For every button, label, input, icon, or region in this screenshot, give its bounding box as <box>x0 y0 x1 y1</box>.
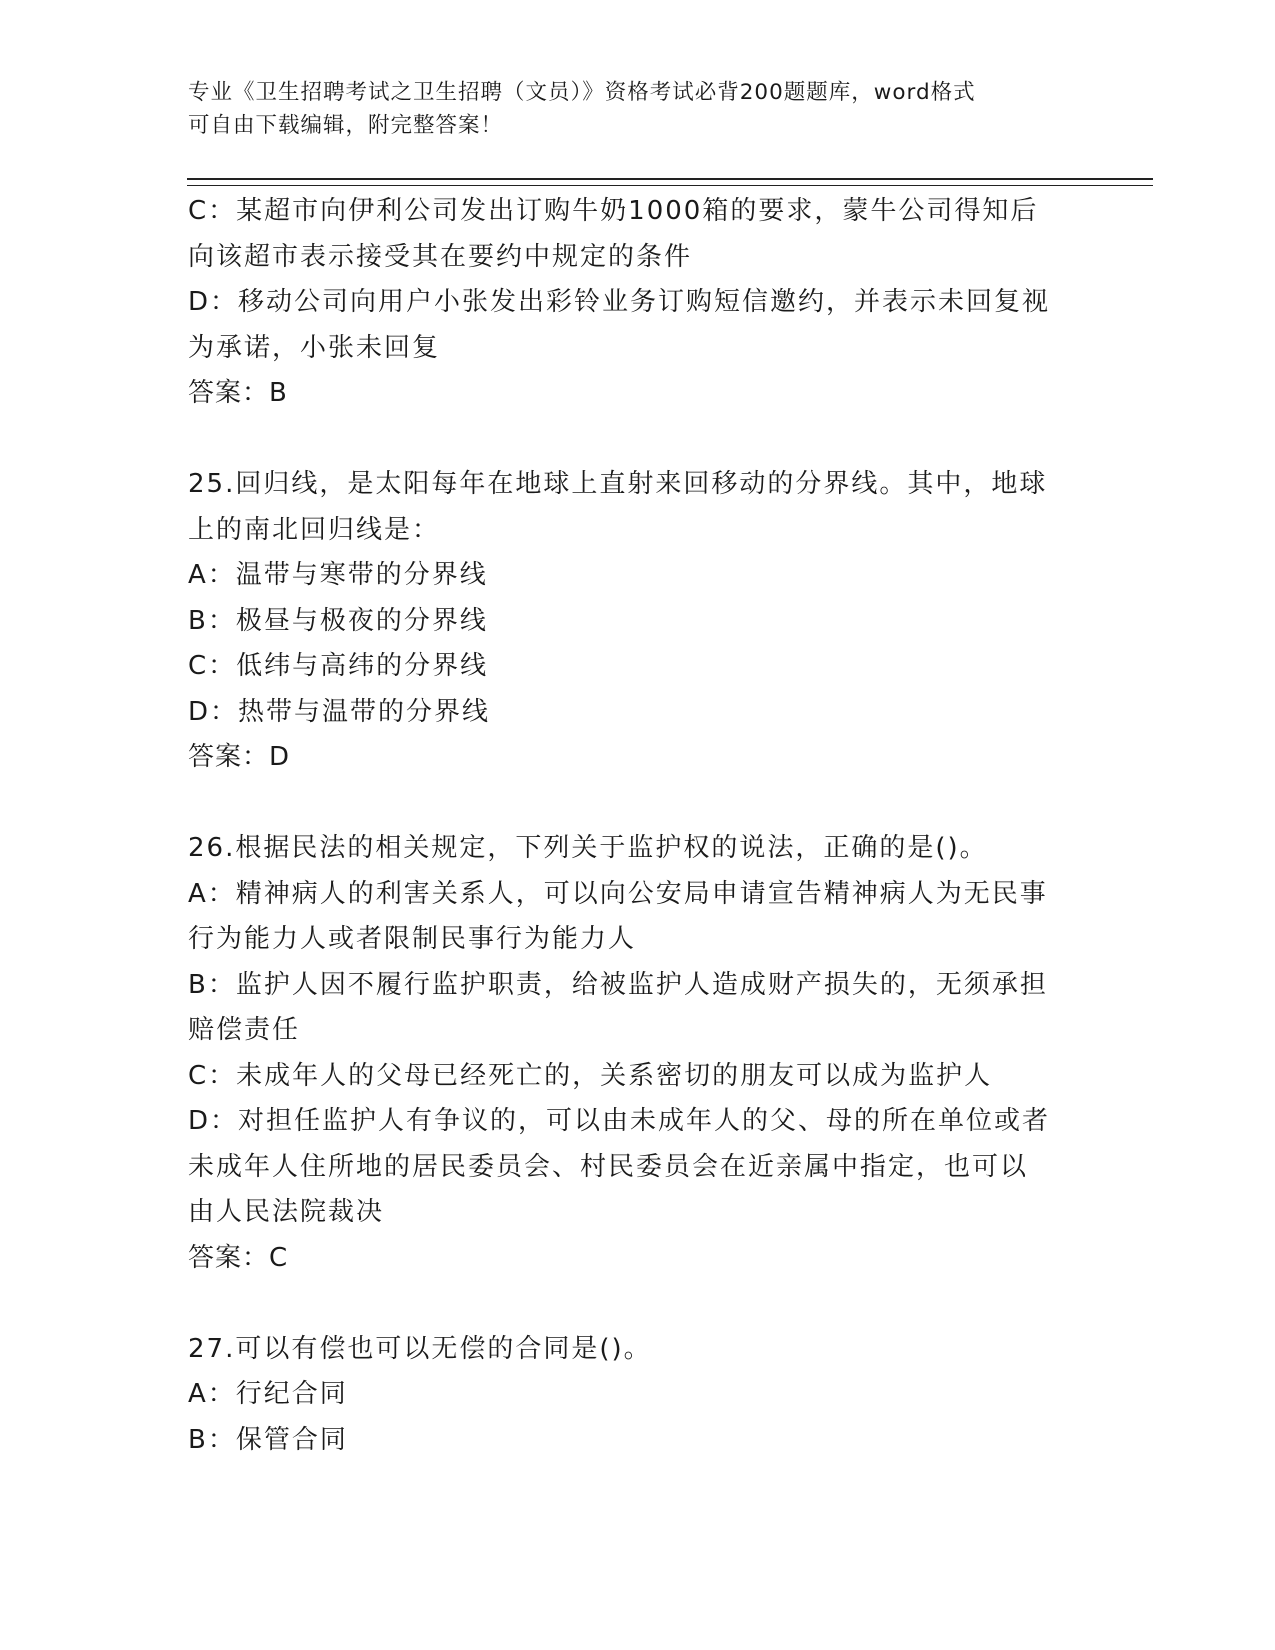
question-stem-line: 25.回归线，是太阳每年在地球上直射来回移动的分界线。其中，地球 <box>188 469 1048 499</box>
q26-option-d <box>188 1099 1068 1236</box>
question-stem-line: 26.根据民法的相关规定，下列关于监护权的说法，正确的是()。 <box>188 833 988 863</box>
q27-option-b: B：保管合同 <box>188 1424 348 1455</box>
q26-option-b <box>188 963 1068 1054</box>
header-line-2: 可自由下载编辑，附完整答案！ <box>188 113 504 138</box>
question-stem-line: 27.可以有偿也可以无偿的合同是()。 <box>188 1333 652 1364</box>
spacer <box>188 417 1068 463</box>
prev-answer: 答案：B <box>188 378 288 408</box>
option-line: A：精神病人的利害关系人，可以向公安局申请宣告精神病人为无民事 <box>188 878 1048 909</box>
option-line: 由人民法院裁决 <box>188 1197 385 1227</box>
q26-option-a <box>188 872 1068 963</box>
q25-option-c: C：低纬与高纬的分界线 <box>188 651 489 681</box>
q25-option-d: D：热带与温带的分界线 <box>188 696 491 727</box>
document-header <box>188 76 1068 142</box>
prev-option-c <box>188 189 1068 280</box>
spacer <box>188 1281 1068 1327</box>
q25-option-b: B：极昼与极夜的分界线 <box>188 605 488 636</box>
option-line: D：移动公司向用户小张发出彩铃业务订购短信邀约，并表示未回复视 <box>188 287 1051 317</box>
prev-option-d <box>188 280 1068 371</box>
q25-option-a: A：温带与寒带的分界线 <box>188 560 488 590</box>
header-divider <box>187 178 1153 186</box>
option-line: 为承诺，小张未回复 <box>188 332 441 363</box>
option-line: C：某超市向伊利公司发出订购牛奶1000箱的要求，蒙牛公司得知后 <box>188 196 1039 226</box>
question-26 <box>188 826 1068 1281</box>
question-25 <box>188 462 1068 781</box>
header-line-1: 专业《卫生招聘考试之卫生招聘（文员）》资格考试必背200题题库，word格式 <box>188 80 976 105</box>
q25-answer: 答案：D <box>188 742 291 772</box>
q27-option-a: A：行纪合同 <box>188 1379 348 1409</box>
q26-answer: 答案：C <box>188 1242 289 1273</box>
option-line: B：监护人因不履行监护职责，给被监护人造成财产损失的，无须承担 <box>188 969 1048 1000</box>
question-content <box>188 189 1068 1463</box>
option-line: 未成年人住所地的居民委员会、村民委员会在近亲属中指定，也可以 <box>188 1151 1029 1182</box>
question-stem-line: 上的南北回归线是： <box>188 514 441 545</box>
option-line: D：对担任监护人有争议的，可以由未成年人的父、母的所在单位或者 <box>188 1106 1051 1136</box>
question-27 <box>188 1327 1068 1464</box>
spacer <box>188 781 1068 827</box>
option-line: 行为能力人或者限制民事行为能力人 <box>188 924 637 954</box>
q26-option-c: C：未成年人的父母已经死亡的，关系密切的朋友可以成为监护人 <box>188 1060 993 1091</box>
option-line: 向该超市表示接受其在要约中规定的条件 <box>188 241 693 272</box>
option-line: 赔偿责任 <box>188 1015 301 1045</box>
